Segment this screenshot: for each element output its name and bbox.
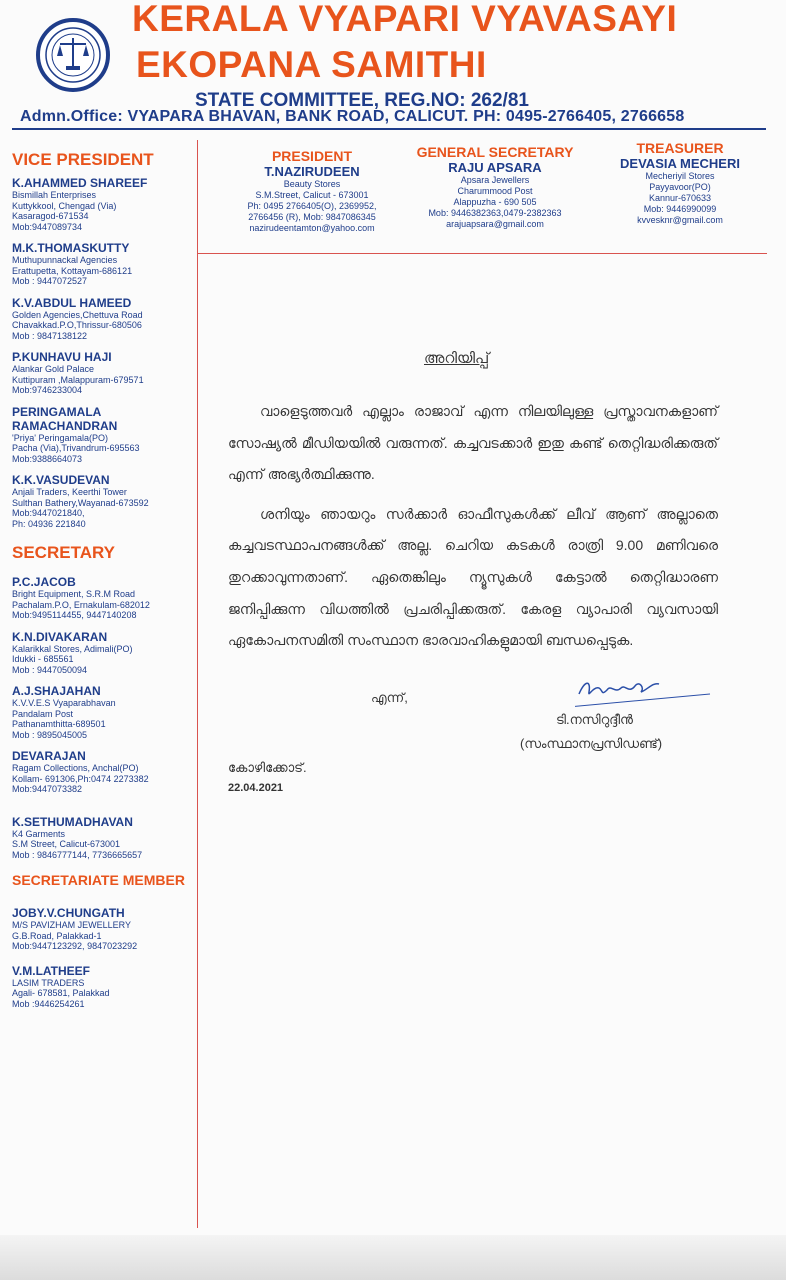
officer-line: 2766456 (R), Mob: 9847086345	[248, 212, 376, 222]
officer-line: S.M.Street, Calicut - 673001	[255, 190, 369, 200]
member-line: Mob:9388664073	[12, 453, 83, 464]
officer-role: PRESIDENT	[271, 148, 353, 164]
vice-president-heading: VICE PRESIDENT	[12, 150, 154, 169]
signatory-name: ടി.നസിറുദ്ദീൻ	[556, 712, 633, 727]
member-line: 'Priya' Peringamala(PO)	[12, 432, 108, 443]
member-line: Mob : 9447050094	[12, 664, 88, 675]
member-name: K.AHAMMED SHAREEF	[12, 176, 148, 190]
member-line: Bismillah Enterprises	[12, 190, 97, 200]
officers-divider	[197, 253, 767, 254]
member-line: Kollam- 691306,Ph:0474 2273382	[12, 773, 149, 784]
officer-treasurer	[600, 140, 760, 226]
member-line: Mob:9447123292, 9847023292	[12, 941, 138, 951]
member-line: Pathanamthitta-689501	[12, 719, 106, 729]
sidebar-members	[12, 150, 194, 1018]
member-line: Golden Agencies,Chettuva Road	[12, 309, 143, 320]
member-entry	[12, 296, 194, 342]
member-name: P.KUNHAVU HAJI	[12, 350, 112, 364]
member-line: Mob:9447021840,	[12, 508, 85, 518]
member-line: Chavakkad.P.O,Thrissur-680506	[12, 320, 142, 330]
officer-name: T.NAZIRUDEEN	[264, 164, 360, 179]
officer-line: kvvesknr@gmail.com	[637, 215, 723, 225]
member-line: Muthupunnackal Agencies	[12, 255, 118, 265]
member-line: Mob:9746233004	[12, 385, 83, 395]
state-committee-reg: STATE COMMITTEE, REG.NO: 262/81	[195, 90, 529, 111]
member-entry	[12, 906, 194, 952]
officer-line: Charummood Post	[457, 186, 533, 196]
officer-line: Mecheriyil Stores	[645, 171, 715, 181]
member-line: Bright Equipment, S.R.M Road	[12, 589, 136, 599]
officer-line: Alappuzha - 690 505	[453, 197, 537, 207]
member-line: Pachalam.P.O, Ernakulam-682012	[12, 599, 150, 610]
officer-line: Ph: 0495 2766405(O), 2369952,	[247, 201, 377, 211]
member-line: Idukki - 685561	[12, 654, 74, 664]
officer-line: Mob: 9446382363,0479-2382363	[428, 208, 562, 218]
member-line: Anjali Traders, Keerthi Tower	[12, 487, 127, 497]
member-entry	[12, 815, 194, 861]
member-name: V.M.LATHEEF	[12, 963, 91, 978]
member-line: Sulthan Bathery,Wayanad-673592	[12, 497, 149, 508]
notice-title: അറിയിപ്പ്	[424, 350, 490, 367]
member-name: K.K.VASUDEVAN	[12, 473, 110, 487]
officer-line: Payyavoor(PO)	[649, 182, 711, 192]
member-entry	[12, 964, 194, 1010]
officer-line: Kannur-670633	[648, 193, 712, 203]
notice-paragraph: ശനിയും ഞായറും സർക്കാർ ഓഫീസുകൾക്ക് ലീവ് ആണ് അല്ലാതെ കച്ചവടസ്ഥാപനങ്ങൾക്ക് അല്ല. ചെറിയ കടകൾ രാത്രി 9.00 മണിവരെ തുറക്കാവുന്നതാണ്. ഏതെങ്കിലും ന്യൂസുകൾ കേട്ടാൽ തെറ്റിദ്ധാരണ ജനിപ്പിക്കുന്ന വിധത്തിൽ പ്രചരിപ്പിക്കരുത്. കേരള വ്യാപാരി വ്യവസായി ഏകോപനസമിതി സംസ്ഥാന ഭാരവാഹികളുമായി ബന്ധപ്പെടുക.	[228, 505, 718, 649]
header-divider	[12, 128, 766, 130]
officer-name: RAJU APSARA	[448, 160, 542, 175]
org-title-line2: EKOPANA SAMITHI	[136, 44, 487, 85]
member-line: Kuttipuram ,Malappuram-679571	[12, 374, 144, 385]
sidebar-divider	[197, 140, 198, 1228]
member-line: Erattupetta, Kottayam-686121	[12, 265, 133, 276]
officer-line: nazirudeentamton@yahoo.com	[249, 223, 375, 233]
member-name: A.J.SHAJAHAN	[12, 684, 101, 698]
page-bottom-shadow	[0, 1235, 786, 1280]
member-entry	[12, 241, 194, 287]
secretariate-heading: SECRETARIATE MEMBER	[12, 872, 185, 888]
member-line: K.V.V.E.S Vyaparabhavan	[12, 698, 116, 708]
member-entry	[12, 405, 194, 465]
member-name: JOBY.V.CHUNGATH	[12, 906, 125, 920]
member-line: LASIM TRADERS	[12, 977, 85, 988]
signatory-role: (സംസ്ഥാനപ്രസിഡണ്ട്)	[520, 736, 663, 751]
officer-name: DEVASIA MECHERI	[620, 156, 740, 171]
member-line: Mob :9446254261	[12, 998, 85, 1009]
member-line: M/S PAVIZHAM JEWELLERY	[12, 920, 132, 930]
member-line: Mob : 9895045005	[12, 729, 88, 740]
member-line: Mob:9495114455, 9447140208	[12, 610, 137, 620]
member-entry	[12, 749, 194, 795]
member-line: Mob : 9447072527	[12, 276, 88, 286]
officer-role: GENERAL SECRETARY	[416, 144, 574, 160]
member-line: Alankar Gold Palace	[12, 364, 95, 374]
member-name: DEVARAJAN	[12, 749, 86, 763]
member-entry	[12, 473, 194, 529]
member-name: PERINGAMALA RAMACHANDRAN	[12, 404, 118, 433]
member-line: Mob:9447089734	[12, 221, 83, 232]
member-line: Ph: 04936 221840	[12, 518, 86, 529]
member-line: Mob:9447073382	[12, 784, 83, 794]
org-title-line1: KERALA VYAPARI VYAVASAYI	[132, 0, 678, 39]
member-entry	[12, 630, 194, 676]
member-entry	[12, 575, 194, 621]
member-line: Kuttykkool, Chengad (Via)	[12, 200, 117, 211]
officer-president	[222, 148, 402, 234]
member-line: Kalarikkal Stores, Adimali(PO)	[12, 643, 133, 654]
emblem-logo	[36, 18, 110, 92]
officer-line: Beauty Stores	[283, 179, 341, 189]
notice-body	[228, 396, 718, 665]
officer-role: TREASURER	[636, 140, 724, 156]
member-line: K4 Garments	[12, 828, 66, 839]
secretary-heading: SECRETARY	[12, 543, 115, 562]
member-line: G.B.Road, Palakkad-1	[12, 930, 102, 941]
member-line: S.M Street, Calicut-673001	[12, 839, 121, 849]
member-entry	[12, 684, 194, 740]
member-line: Pandalam Post	[12, 708, 74, 719]
notice-date: 22.04.2021	[228, 782, 284, 794]
place: കോഴിക്കോട്.	[228, 760, 307, 775]
officer-general-secretary	[400, 144, 590, 230]
notice-paragraph: വാളെടുത്തവർ എല്ലാം രാജാവ് എന്ന നിലയിലുള്ള പ്രസ്താവനകളാണ് സോഷ്യൽ മീഡിയയിൽ വരുന്നത്. കച്ചവടക്കാർ ഇതു കണ്ട് തെറ്റിദ്ധരിക്കരുത് എന്ന് അഭ്യർത്ഥിക്കുന്നു.	[228, 403, 718, 483]
member-entry	[12, 350, 194, 396]
closing-word: എന്ന്,	[371, 690, 408, 705]
member-line: Kasaragod-671534	[12, 211, 89, 221]
member-line: Ragam Collections, Anchal(PO)	[12, 763, 139, 773]
officer-line: Mob: 9446990099	[643, 204, 717, 214]
officer-line: Apsara Jewellers	[460, 175, 530, 185]
member-name: M.K.THOMASKUTTY	[12, 241, 130, 255]
officer-line: arajuapsara@gmail.com	[446, 219, 544, 229]
member-name: K.V.ABDUL HAMEED	[12, 295, 132, 310]
member-name: K.SETHUMADHAVAN	[12, 814, 133, 829]
handwritten-signature	[575, 672, 715, 717]
member-entry	[12, 176, 194, 232]
member-line: Pacha (Via),Trivandrum-695563	[12, 443, 140, 453]
admin-office-address: Admn.Office: VYAPARA BHAVAN, BANK ROAD, CALICUT. PH: 0495-2766405, 2766658	[20, 108, 685, 125]
member-line: Mob : 9847138122	[12, 330, 88, 341]
member-line: Mob : 9846777144, 7736665657	[12, 849, 143, 860]
member-line: Agali- 678581, Palakkad	[12, 988, 110, 998]
member-name: P.C.JACOB	[12, 575, 76, 589]
member-name: K.N.DIVAKARAN	[12, 629, 108, 644]
